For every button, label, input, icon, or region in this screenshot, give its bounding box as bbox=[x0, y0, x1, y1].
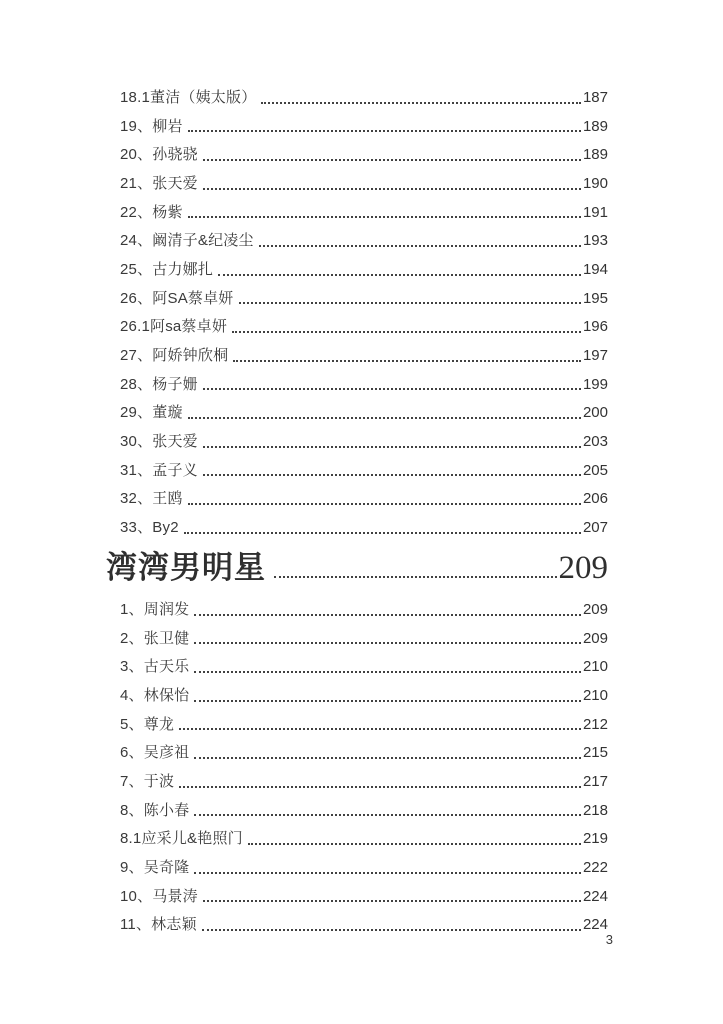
toc-entry bbox=[120, 854, 608, 883]
toc-entry-label: 19、柳岩 bbox=[120, 117, 183, 135]
toc-entry bbox=[120, 256, 608, 285]
toc-entry bbox=[120, 342, 608, 371]
toc-entry-label: 4、林保怡 bbox=[120, 687, 190, 705]
leader-dots bbox=[188, 503, 581, 505]
toc-entry-page-number: 205 bbox=[582, 461, 608, 479]
toc-entry-page-number: 209 bbox=[582, 601, 608, 618]
toc-entry-label: 8、陈小春 bbox=[120, 801, 190, 819]
toc-entry bbox=[120, 141, 608, 170]
toc-entry-page-number: 209 bbox=[582, 629, 608, 647]
leader-dots bbox=[274, 576, 557, 578]
toc-entry-label: 22、杨紫 bbox=[120, 203, 183, 221]
toc-entry-page-number: 193 bbox=[582, 232, 608, 250]
toc-entry bbox=[120, 485, 608, 514]
leader-dots bbox=[203, 159, 581, 161]
toc-entry-page-number: 195 bbox=[582, 289, 608, 307]
toc-entry bbox=[120, 596, 608, 625]
toc-entry-label: 2、张卫健 bbox=[120, 629, 190, 647]
toc-entry-page-number: 210 bbox=[582, 687, 608, 705]
toc-entry-page-number: 203 bbox=[582, 433, 608, 451]
toc-entry-label: 32、王鸥 bbox=[120, 490, 183, 508]
toc-entry bbox=[120, 371, 608, 400]
leader-dots bbox=[233, 360, 581, 362]
toc-entry bbox=[120, 457, 608, 486]
toc-entry-label: 8.1应采儿&艳照门 bbox=[120, 830, 243, 848]
leader-dots bbox=[194, 700, 581, 702]
leader-dots bbox=[239, 302, 581, 304]
leader-dots bbox=[194, 671, 581, 673]
toc-entry bbox=[120, 399, 608, 428]
toc-entry-page-number: 200 bbox=[582, 404, 608, 422]
toc-entry-label: 26、阿SA蔡卓妍 bbox=[120, 289, 234, 307]
leader-dots bbox=[203, 188, 581, 190]
toc-entry-page-number: 189 bbox=[582, 117, 608, 135]
leader-dots bbox=[188, 417, 581, 419]
toc-list-male-stars bbox=[120, 596, 608, 940]
leader-dots bbox=[179, 786, 581, 788]
toc-entry-page-number: 197 bbox=[582, 347, 608, 365]
toc-entry-label: 26.1阿sa蔡卓妍 bbox=[120, 318, 228, 336]
toc-entry-page-number: 199 bbox=[582, 375, 608, 393]
toc-entry-label: 27、阿娇钟欣桐 bbox=[120, 347, 229, 365]
toc-entry-label: 3、古天乐 bbox=[120, 658, 190, 676]
toc-entry-page-number: 215 bbox=[582, 744, 608, 762]
leader-dots bbox=[194, 614, 581, 616]
toc-entry-page-number: 212 bbox=[582, 715, 608, 733]
toc-entry-label: 21、张天爱 bbox=[120, 175, 198, 193]
toc-entry-page-number: 219 bbox=[582, 830, 608, 848]
toc-entry-page-number: 196 bbox=[582, 318, 608, 336]
toc-entry bbox=[120, 739, 608, 768]
toc-entry-label: 20、孙骁骁 bbox=[120, 146, 198, 164]
leader-dots bbox=[188, 130, 581, 132]
leader-dots bbox=[184, 532, 581, 534]
toc-entry bbox=[120, 113, 608, 142]
toc-entry-page-number: 207 bbox=[582, 519, 608, 537]
toc-entry-page-number: 217 bbox=[582, 773, 608, 791]
toc-entry-page-number: 191 bbox=[582, 203, 608, 221]
toc-entry-label: 11、林志颖 bbox=[120, 916, 197, 934]
toc-entry-page-number: 210 bbox=[582, 658, 608, 676]
toc-entry bbox=[120, 625, 608, 654]
toc-entry-label: 5、尊龙 bbox=[120, 715, 175, 733]
toc-chapter-heading bbox=[106, 540, 608, 596]
toc-entry-label: 33、By2 bbox=[120, 519, 179, 537]
chapter-heading-page-number: 209 bbox=[558, 550, 608, 586]
toc-entry-page-number: 190 bbox=[582, 175, 608, 193]
toc-entry bbox=[120, 911, 608, 940]
leader-dots bbox=[194, 642, 581, 644]
toc-entry bbox=[120, 682, 608, 711]
toc-entry bbox=[120, 170, 608, 199]
toc-entry-page-number: 189 bbox=[582, 146, 608, 164]
toc-entry-label: 9、吴奇隆 bbox=[120, 859, 190, 877]
toc-entry-label: 10、马景涛 bbox=[120, 887, 198, 905]
leader-dots bbox=[194, 757, 581, 759]
toc-entry-label: 25、古力娜扎 bbox=[120, 261, 214, 279]
toc-entry bbox=[120, 199, 608, 228]
toc-entry bbox=[120, 84, 608, 113]
leader-dots bbox=[203, 388, 581, 390]
leader-dots bbox=[188, 216, 581, 218]
toc-entry-label: 7、于波 bbox=[120, 773, 175, 791]
toc-entry-label: 29、董璇 bbox=[120, 404, 183, 422]
toc-entry bbox=[120, 653, 608, 682]
toc-entry bbox=[120, 285, 608, 314]
toc-entry-label: 1、周润发 bbox=[120, 601, 190, 618]
toc-entry-page-number: 222 bbox=[582, 859, 608, 877]
toc-entry-label: 31、孟子义 bbox=[120, 461, 198, 479]
page-number: 3 bbox=[605, 932, 613, 947]
leader-dots bbox=[202, 929, 581, 931]
toc-entry-page-number: 206 bbox=[582, 490, 608, 508]
toc-entry-page-number: 224 bbox=[582, 887, 608, 905]
leader-dots bbox=[259, 245, 581, 247]
leader-dots bbox=[194, 872, 581, 874]
leader-dots bbox=[179, 728, 581, 730]
leader-dots bbox=[203, 446, 581, 448]
toc-entry-label: 30、张天爱 bbox=[120, 433, 198, 451]
leader-dots bbox=[194, 814, 581, 816]
leader-dots bbox=[261, 102, 581, 104]
leader-dots bbox=[218, 274, 581, 276]
leader-dots bbox=[203, 900, 581, 902]
leader-dots bbox=[248, 843, 581, 845]
toc-entry-label: 18.1董洁（姨太版） bbox=[120, 89, 257, 106]
toc-entry-page-number: 194 bbox=[582, 261, 608, 279]
toc-list-female-stars-continued bbox=[120, 84, 608, 543]
toc-entry-page-number: 218 bbox=[582, 801, 608, 819]
toc-entry-page-number: 187 bbox=[582, 89, 608, 106]
toc-entry bbox=[120, 883, 608, 912]
toc-entry bbox=[120, 825, 608, 854]
toc-entry bbox=[120, 428, 608, 457]
toc-entry-label: 28、杨子姗 bbox=[120, 375, 198, 393]
toc-entry bbox=[120, 768, 608, 797]
toc-entry-label: 6、吴彦祖 bbox=[120, 744, 190, 762]
toc-entry-page-number: 224 bbox=[582, 916, 608, 934]
toc-entry-label: 24、阚清子&纪凌尘 bbox=[120, 232, 254, 250]
toc-entry bbox=[120, 797, 608, 826]
toc-entry bbox=[120, 227, 608, 256]
toc-entry bbox=[120, 711, 608, 740]
toc-entry bbox=[120, 313, 608, 342]
chapter-heading-label: 湾湾男明星 bbox=[106, 550, 266, 585]
leader-dots bbox=[203, 474, 581, 476]
toc-entry bbox=[120, 514, 608, 543]
leader-dots bbox=[232, 331, 581, 333]
